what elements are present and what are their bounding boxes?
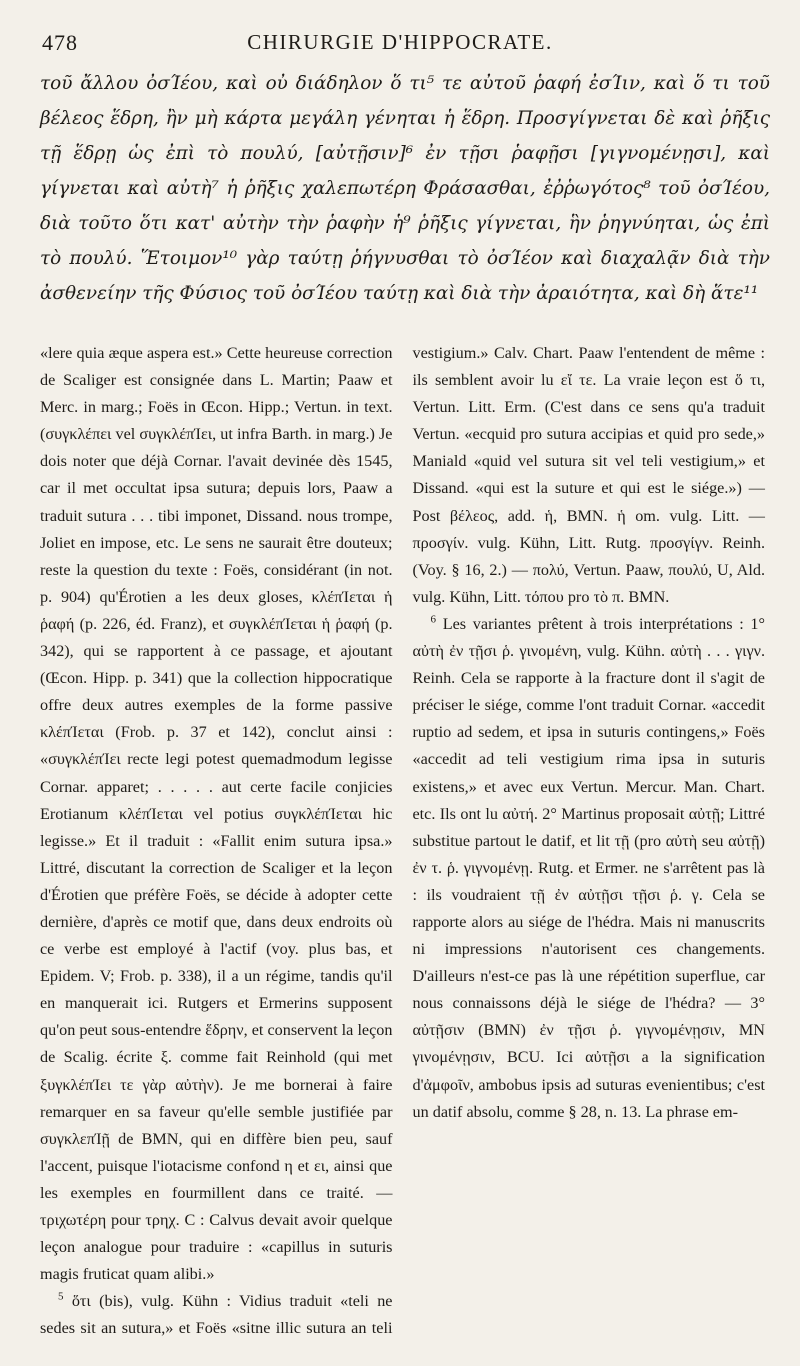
page-number: 478 [42, 30, 78, 55]
footnote-text: ὅτι (bis), vulg. Kühn : Vidius traduit «teli ne sedes sit an sutura,» et Foës «sitne illic sutura an teli vestigium.» Calv. Chart. Paaw l'entendent de même : ils semblent avoir lu εἴ τε. La vraie leçon est ὅ τι, Vertun. Litt. Erm. (C'est dans ce sens qu'a traduit Vertun. «ecquid pro sutura accipias et quid pro sede,» Maniald «quid vel sutura sit vel teli vestigium,» et Dissand. «qui est la suture et qui est le siége.») — Post βέλεος, add. ἡ, BMN. ἡ om. vulg. Litt. — προσγίν. vulg. Kühn, Litt. Rutg. προσγίγν. Reinh. (Voy. § 16, 2.) — πολύ, Vertun. Paaw, πουλύ, U, Ald. vulg. Kühn, Litt. τόπου pro τὸ π. BMN. [40, 344, 765, 1338]
footnote-number: 5 [58, 1290, 64, 1303]
running-header [42, 30, 758, 60]
greek-main-text: τοῦ ἄλλου ὀσΊέου, καὶ οὐ διάδηλον ὅ τι⁵ τε αὐτοῦ ῥαφή ἐσΊιν, καὶ ὅ τι τοῦ βέλεος ἕδρη, ἢν μὴ κάρτα μεγάλη γένηται ἡ ἕδρη. Προσγίγνεται δὲ καὶ ῥῆξις τῇ ἕδρῃ ὡς ἐπὶ τὸ πουλύ, [αὐτῇσιν]⁶ ἐν τῇσι ῥαφῇσι [γιγνομένῃσι], καὶ γίγνεται καὶ αὐτὴ⁷ ἡ ῥῆξις χαλεπωτέρη Φράσασθαι, ἐῤῥωγότος⁸ τοῦ ὀσΊέου, διὰ τοῦτο ὅτι κατ' αὐτὴν τὴν ῥαφὴν ἡ⁹ ῥῆξις γίγνεται, ἣν ῥηγνύηται, ὡς ἐπὶ τὸ πουλύ. Ἕτοιμον¹⁰ γὰρ ταύτῃ ῥήγνυσθαι τὸ ὀσΊέον καὶ διαχαλᾷν διὰ τὴν ἀσθενείην τῆς Φύσιος τοῦ ὀσΊέου ταύτῃ καὶ διὰ τὴν ἀραιότητα, καὶ δὴ ἅτε¹¹ [40, 73, 770, 304]
footnotes-columns [40, 340, 765, 1360]
footnote-6 [413, 611, 766, 1126]
running-title: CHIRURGIE D'HIPPOCRATE. [247, 30, 553, 54]
footnote-text: Les variantes prêtent à trois interprétations : 1° αὐτὴ ἐν τῇσι ῥ. γινομένη, vulg. Kühn. αὐτὴ . . . γιγν. Reinh. Cela se rapporte à la fracture dont il s'agit de préciser le siége, comme l'ont traduit Cornar. «accedit ruptio ad sedem, et ipsa in suturis contingens,» Foës «accedit ad teli vestigium rima ipsa in suturis existens,» et avec eux Vertun. Mercur. Man. Chart. etc. Ils ont lu αὐτή. 2° Martinus proposait αὐτῇ; Littré substitue partout le datif, et lit τῇ (pro αὐτὴ seu αὐτῇ) ἐν τ. ῥ. γιγνομένῃ. Rutg. et Ermer. ne s'arrêtent pas là : ils voudraient τῇ ἐν αὐτῇσι τῇσι ῥ. γ. Cela se rapporte alors au siége de l'hédra. Mais ni manuscrits ni impressions n'autorisent ces changements. D'ailleurs n'est-ce pas là une répétition superflue, car nous connaissons déjà le siége de l'hédra? — 3° αὐτῇσιν (BMN) ἐν τῇσι ῥ. γιγνομένῃσιν, MN γινομένῃσιν, BCU. Ici αὐτῇσι a la signification d'ἀμφοῖν, ambobus ipsis ad suturas evenientibus; c'est un datif absolu, comme § 28, n. 13. La phrase em- [412, 614, 765, 1121]
footnote-continuation [40, 340, 393, 1288]
footnote-paragraph: «lere quia æque aspera est.» Cette heureuse correction de Scaliger est consignée dans L. Martin; Paaw et Merc. in marg.; Foës in Œcon. Hipp.; Vertun. in text. (συγκλέπει vel συγκλέπΊει, ut infra Barth. in marg.) Je dois noter que déjà Cornar. l'avait devinée dès 1545, car il met occultat ipsa sutura; depuis lors, Paaw a traduit sutura . . . tibi imponet, Dissand. nous trompe, Joliet en impose, etc. Le sens ne saurait être douteux; reste la question du texte : Foës, considérant (in not. p. 904) qu'Érotien a les deux gloses, κλέπΊεται ἡ ῥαφή (p. 226, éd. Franz), et συγκλέπΊεται ἡ ῥαφή (p. 342), qui se rapportent à ce passage, et ajoutant (Œcon. Hipp. p. 341) que la collection hippocratique offre deux autres exemples de la forme passive κλέπΊεται (Frob. p. 37 et 142), conclut ainsi : «συγκλέπΊει recte legi potest quemadmodum legisse Cornar. apparet; . . . . . aut certe facile conjicies Erotianum κλέπΊεται vel potius συγκλέπΊεται hic legisse.» Et il traduit : «Fallit enim sutura ipsa.» Littré, discutant la correction de Scaliger et la leçon d'Érotien que préfère Foës, se décide à adopter cette dernière, d'après ce motif que, dans deux endroits où ce verbe est employé à l'actif (voy. plus bas, et Epidem. V; Frob. p. 338), il a un régime, tandis qu'il en manquerait ici. Rutgers et Ermerins supposent qu'on peut sous-entendre ἕδρην, et conservent la leçon de Scalig. écrite ξ. comme fait Reinhold (qui met ξυγκλέπΊει τε γὰρ αὐτὴν). Je me bornerai à faire remarquer en sa faveur qu'elle semble justifiée par συγκλεπΊῇ de BMN, qui en diffère bien peu, sauf l'accent, puisque l'iotacisme confond η et ει, ainsi que les exemples en fourmillent dans ce traité. — τριχωτέρη pour τρηχ. C : Calvus devait avoir quelque leçon analogue pour traduire : «capillus in suturis magis fruticat quam alibi.» [40, 344, 393, 1284]
footnote-number: 6 [430, 613, 436, 626]
